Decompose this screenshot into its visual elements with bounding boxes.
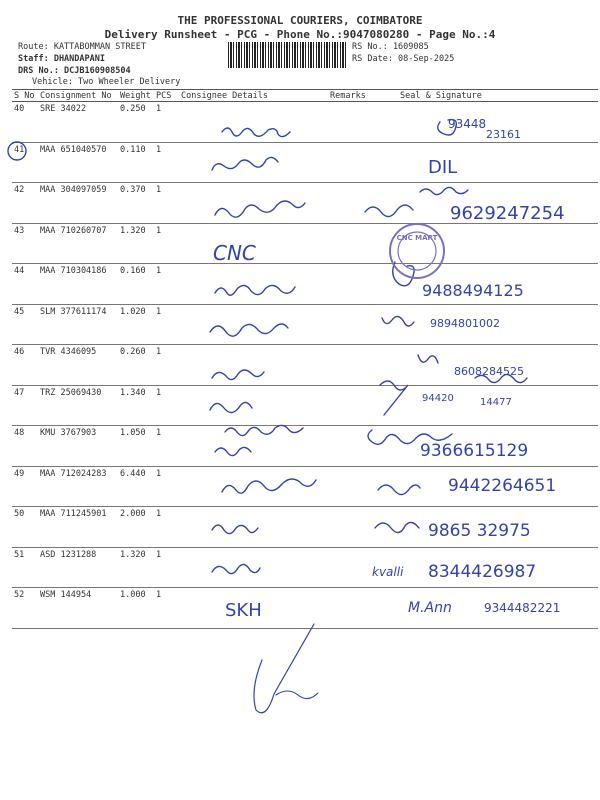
weight-cell: 0.110 xyxy=(118,142,154,183)
pcs-cell: 1 xyxy=(154,588,179,629)
table-header-row xyxy=(12,90,598,102)
weight-cell: 0.160 xyxy=(118,264,154,305)
table-row xyxy=(12,385,598,426)
pcs-cell: 1 xyxy=(154,426,179,467)
handwritten-phone: 9344482221 xyxy=(484,601,561,615)
company-title: THE PROFESSIONAL COURIERS, COIMBATORE xyxy=(177,14,423,27)
handwritten-phone: 93448 xyxy=(448,117,487,131)
bottom-signature xyxy=(254,624,314,713)
weight-cell: 1.320 xyxy=(118,223,154,264)
weight-cell: 6.440 xyxy=(118,466,154,507)
runsheet-subtitle: Delivery Runsheet - PCG - Phone No.:9047080280 - Page No.:4 xyxy=(104,28,496,41)
sno-cell: 42 xyxy=(12,183,38,224)
consignment-cell: MAA 304097059 xyxy=(38,183,118,224)
col-remarks: Remarks xyxy=(328,90,382,102)
col-consignment: Consignment No xyxy=(38,90,118,102)
sno-cell: 40 xyxy=(12,102,38,143)
consignment-cell: MAA 712024283 xyxy=(38,466,118,507)
table-row xyxy=(12,547,598,588)
handwritten-phone: 9894801002 xyxy=(430,317,500,330)
col-consignee: Consignee Details xyxy=(179,90,328,102)
drs-number: DRS No.: DCJB160908504 xyxy=(18,66,131,76)
consignment-cell: SRE 34022 xyxy=(38,102,118,143)
handwritten-phone: 9488494125 xyxy=(422,281,524,300)
sno-cell: 43 xyxy=(12,223,38,264)
vehicle-label: Vehicle: Two Wheeler Delivery xyxy=(32,77,181,87)
handwritten-phone: 94420 xyxy=(422,393,454,404)
weight-cell: 1.000 xyxy=(118,588,154,629)
consignment-cell: KMU 3767903 xyxy=(38,426,118,467)
sno-cell: 47 xyxy=(12,385,38,426)
sno-cell: 51 xyxy=(12,547,38,588)
handwritten-phone: 9629247254 xyxy=(450,203,565,224)
weight-cell: 1.020 xyxy=(118,304,154,345)
consignment-cell: MAA 651040570 xyxy=(38,142,118,183)
pcs-cell: 1 xyxy=(154,223,179,264)
handwritten-phone: 23161 xyxy=(486,128,521,141)
pcs-cell: 1 xyxy=(154,507,179,548)
handwritten-phone: 14477 xyxy=(480,397,512,408)
table-row xyxy=(12,264,598,305)
sno-cell: 50 xyxy=(12,507,38,548)
pcs-cell: 1 xyxy=(154,142,179,183)
consignment-cell: TVR 4346095 xyxy=(38,345,118,386)
table-row xyxy=(12,223,598,264)
stamp-text: CNC MART xyxy=(396,234,438,242)
sno-cell: 52 xyxy=(12,588,38,629)
bottom-signature xyxy=(276,691,318,699)
consignment-cell: MAA 711245901 xyxy=(38,507,118,548)
pcs-cell: 1 xyxy=(154,466,179,507)
table-row xyxy=(12,507,598,548)
sno-cell: 44 xyxy=(12,264,38,305)
handwritten-signature: kvalli xyxy=(372,565,404,579)
col-pcs: PCS xyxy=(154,90,179,102)
sno-cell: 49 xyxy=(12,466,38,507)
table-row xyxy=(12,304,598,345)
table-row xyxy=(12,588,598,629)
pcs-cell: 1 xyxy=(154,345,179,386)
sno-cell: 48 xyxy=(12,426,38,467)
consignment-cell: ASD 1231288 xyxy=(38,547,118,588)
weight-cell: 1.340 xyxy=(118,385,154,426)
handwritten-signature: M.Ann xyxy=(408,600,452,616)
rs-number: RS No.: 1609085 xyxy=(352,42,429,52)
pcs-cell: 1 xyxy=(154,385,179,426)
pcs-cell: 1 xyxy=(154,102,179,143)
table-row xyxy=(12,102,598,143)
weight-cell: 0.260 xyxy=(118,345,154,386)
handwritten-phone: 9865 32975 xyxy=(428,521,531,541)
table-row xyxy=(12,426,598,467)
col-sno: S No xyxy=(12,90,38,102)
handwritten-phone: 8608284525 xyxy=(454,365,524,378)
sno-cell: 46 xyxy=(12,345,38,386)
rs-date: RS Date: 08-Sep-2025 xyxy=(352,54,455,64)
consignment-cell: WSM 144954 xyxy=(38,588,118,629)
weight-cell: 0.370 xyxy=(118,183,154,224)
route-label: Route: KATTABOMMAN STREET xyxy=(18,42,146,52)
handwritten-consignee: CNC xyxy=(213,241,256,265)
staff-label: Staff: DHANDAPANI xyxy=(18,54,105,64)
pcs-cell: 1 xyxy=(154,183,179,224)
table-row xyxy=(12,345,598,386)
weight-cell: 1.050 xyxy=(118,426,154,467)
sno-cell: 41 xyxy=(12,142,38,183)
weight-cell: 0.250 xyxy=(118,102,154,143)
consignment-cell: SLM 377611174 xyxy=(38,304,118,345)
runsheet-table xyxy=(12,89,598,629)
consignment-cell: MAA 710304186 xyxy=(38,264,118,305)
barcode-image xyxy=(228,42,348,68)
consignment-cell: TRZ 25069430 xyxy=(38,385,118,426)
weight-cell: 2.000 xyxy=(118,507,154,548)
handwritten-phone: 9366615129 xyxy=(420,441,529,461)
handwritten-consignee: SKH xyxy=(225,600,262,621)
pcs-cell: 1 xyxy=(154,304,179,345)
col-weight: Weight xyxy=(118,90,154,102)
handwritten-phone: 8344426987 xyxy=(428,562,537,582)
table-row xyxy=(12,183,598,224)
sno-cell: 45 xyxy=(12,304,38,345)
weight-cell: 1.320 xyxy=(118,547,154,588)
handwritten-phone: 9442264651 xyxy=(448,476,557,496)
handwritten-signature: DIL xyxy=(428,157,458,178)
pcs-cell: 1 xyxy=(154,547,179,588)
pcs-cell: 1 xyxy=(154,264,179,305)
consignment-cell: MAA 710260707 xyxy=(38,223,118,264)
table-row xyxy=(12,142,598,183)
table-row xyxy=(12,466,598,507)
col-seal-signature: Seal & Signature xyxy=(382,90,598,102)
